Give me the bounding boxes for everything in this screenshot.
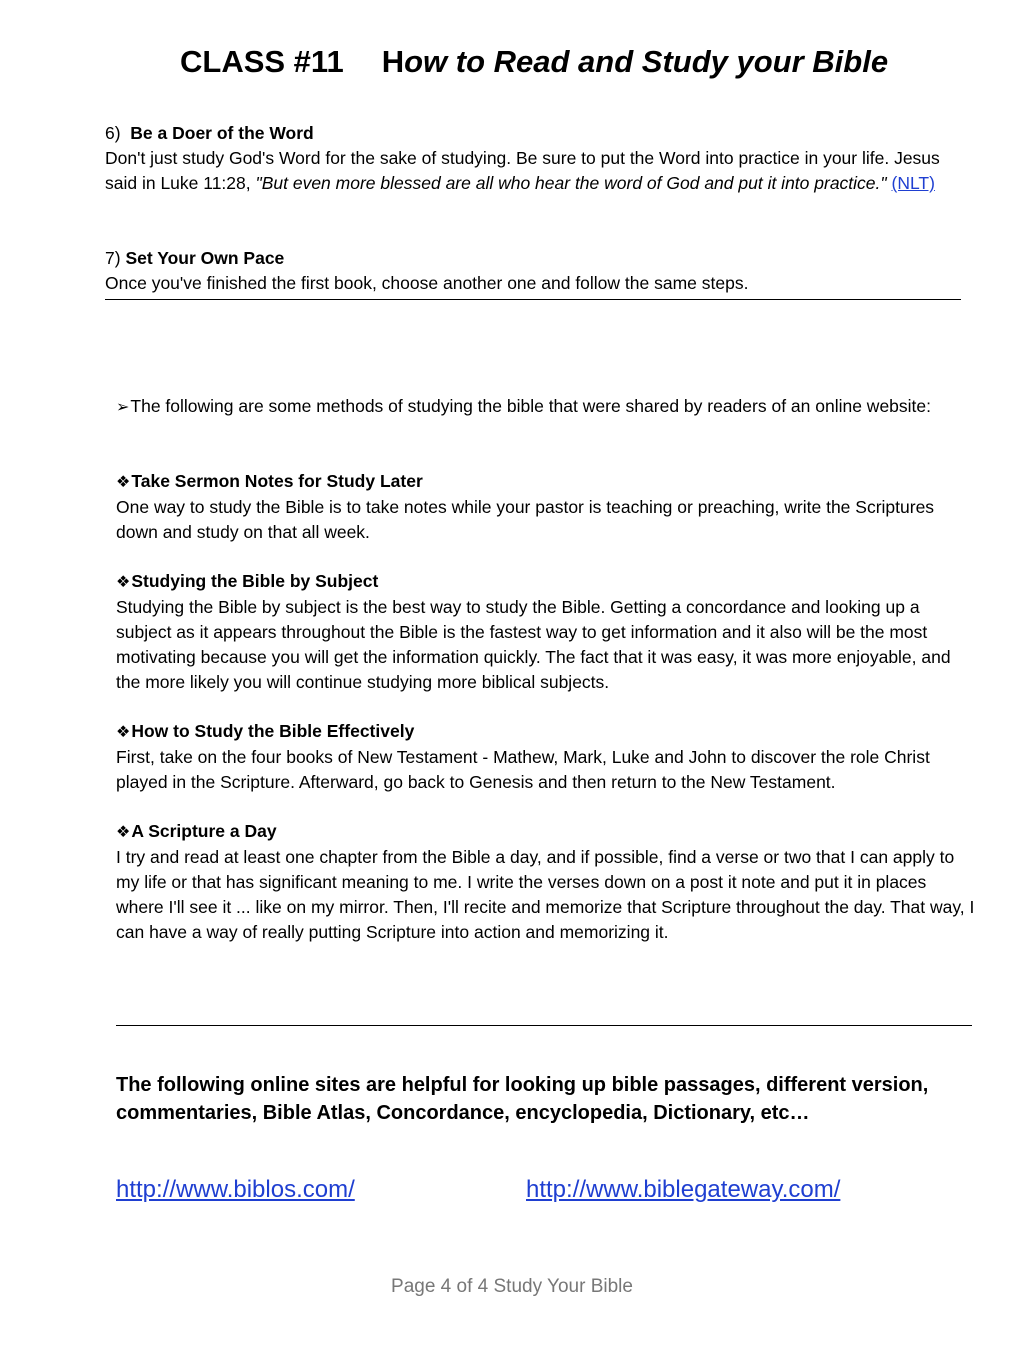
title-rest: ow to Read and Study your Bible [404,44,889,79]
biblegateway-link[interactable]: http://www.biblegateway.com/ [526,1176,841,1203]
step-6-number: 6) [105,123,121,143]
method-heading: Studying the Bible by Subject [131,571,379,591]
title-first-letter: H [381,44,405,79]
page-title [180,44,888,80]
step-6-section [105,121,975,196]
method-heading: Take Sermon Notes for Study Later [131,471,423,491]
method-heading: How to Study the Bible Effectively [131,721,415,741]
divider-line [105,299,961,300]
step-7-heading: Set Your Own Pace [125,248,285,268]
intro-text: The following are some methods of studying the bible that were shared by readers of an online website: [130,396,932,416]
step-6-text: Don't just study God's Word for the sake of studying. Be sure to put the Word into practice in your life. Jesus said in Luke 11:28, [105,148,940,193]
biblos-link[interactable]: http://www.biblos.com/ [116,1176,355,1203]
nlt-link[interactable]: (NLT) [891,173,935,193]
diamond-bullet-icon: ❖ [116,574,131,591]
method-scripture-a-day [116,819,978,945]
method-by-subject [116,569,978,695]
method-heading: A Scripture a Day [131,821,277,841]
diamond-bullet-icon: ❖ [116,724,131,741]
method-sermon-notes [116,469,978,545]
step-7-section [105,246,975,296]
step-7-text: Once you've finished the first book, choose another one and follow the same steps. [105,273,749,293]
divider-line [116,1025,972,1026]
step-7-number: 7) [105,248,121,268]
sites-intro: The following online sites are helpful for looking up bible passages, different version, commentaries, Bible Atlas, Concordance, encyclopedia, Dictionary, etc… [116,1074,929,1124]
method-text: I try and read at least one chapter from the Bible a day, and if possible, find a verse or two that I can apply to my life or that has significant meaning to me. I write the verses down on a post it note and put it in places where I'll see it ... like on my mirror. Then, I'll recite and memorize that Scripture throughout the day. That way, I can have a way of really putting Scripture into action and memorizing it. [116,847,975,942]
diamond-bullet-icon: ❖ [116,824,131,841]
method-text: Studying the Bible by subject is the best way to study the Bible. Getting a concordance and looking up a subject as it appears throughout the Bible is the fastest way to get information and it also will be the most motivating because you will get the information quickly. The fact that it was easy, it was more enjoyable, and the more likely you will continue studying more biblical subjects. [116,597,951,692]
class-label: CLASS #11 [180,44,344,79]
step-6-quote: "But even more blessed are all who hear the word of God and put it into practice." [255,173,887,193]
method-effectively [116,719,978,795]
page-footer: Page 4 of 4 Study Your Bible [391,1276,633,1297]
arrow-bullet-icon: ➢ [116,399,130,416]
step-6-heading: Be a Doer of the Word [130,123,314,143]
method-text: First, take on the four books of New Testament - Mathew, Mark, Luke and John to discover the role Christ played in the Scripture. Afterward, go back to Genesis and then return to the New Testament. [116,747,930,792]
method-text: One way to study the Bible is to take notes while your pastor is teaching or preaching, write the Scriptures down and study on that all week. [116,497,935,542]
diamond-bullet-icon: ❖ [116,474,131,491]
methods-intro [116,394,976,420]
